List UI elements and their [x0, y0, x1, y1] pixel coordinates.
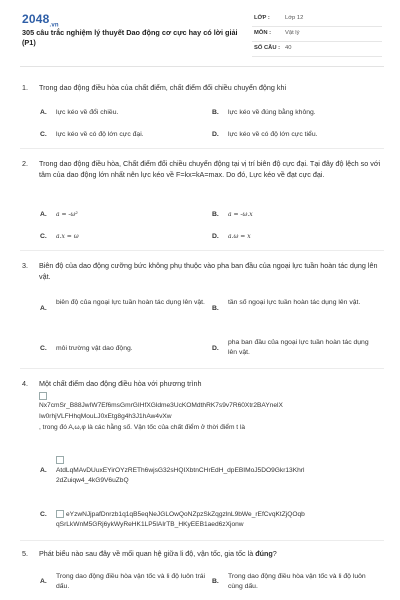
- option-letter: B.: [212, 578, 219, 585]
- option-letter: B.: [212, 305, 219, 312]
- meta-key: LỚP :: [254, 15, 270, 21]
- meta-table: [252, 12, 382, 57]
- option-letter: C.: [40, 345, 47, 352]
- option-text: lực kéo về đúng bằng không.: [228, 109, 316, 116]
- image-alt-text: [56, 510, 386, 520]
- option-text: lực kéo về đổi chiều.: [56, 109, 119, 116]
- question-separator: [20, 148, 384, 149]
- option-letter: C.: [40, 511, 47, 518]
- question-separator: [20, 368, 384, 369]
- image-alt-text: Nx7cmSr_B88JwIW7Ef6msGmrGIHfXGldme3UcKOMdthRK7s9v7R60Xtr2BAYnelX: [39, 402, 283, 409]
- option-text: tần số ngoại lực tuần hoàn tác dụng lên vật.: [228, 299, 361, 306]
- option-text: biên độ của ngoại lực tuần hoàn tác dụng lên vật.: [56, 299, 205, 306]
- question-stem: Trong dao động điều hòa của chất điểm, chất điểm đổi chiều chuyển động khi: [39, 83, 287, 92]
- option-text: môi trường vật dao động.: [56, 345, 133, 352]
- logo-text: 2048: [22, 12, 50, 26]
- image-alt-text: AtdLqMAvDUuxEYirOYzRETh6wjsG32sHQIXbtnCHrEdH_dpEBIMoJ5DO9Gkr13Khrl: [56, 467, 305, 474]
- image-alt-text: 2dZuiqw4_4kG9V6uZbQ: [56, 477, 129, 484]
- stem-emphasis: đúng: [255, 549, 273, 558]
- image-alt-text: qSrLkWnM5GRj6ykWyReHK1LP5lAIrTB_HKyEEB1aed6zXjonw: [56, 521, 244, 528]
- meta-value: Lớp 12: [285, 15, 304, 21]
- question-stem-continued: , trong đó A,ω,φ là các hằng số. Vận tốc của chất điểm ở thời điểm t là: [39, 424, 246, 431]
- document-title: 305 câu trắc nghiệm lý thuyết Dao động cơ cực hay có lời giải (P1): [22, 28, 238, 47]
- option-letter: D.: [212, 233, 219, 240]
- broken-image-icon: [56, 456, 64, 464]
- option-letter: A.: [40, 578, 47, 585]
- header-divider: [20, 66, 384, 67]
- question-separator: [20, 250, 384, 251]
- question-number: 2.: [22, 159, 28, 168]
- meta-value: Vật lý: [285, 30, 300, 36]
- option-letter: A.: [40, 109, 47, 116]
- option-letter: C.: [40, 131, 47, 138]
- question-number: 4.: [22, 379, 28, 388]
- option-letter: C.: [40, 233, 47, 240]
- question-separator: [20, 540, 384, 541]
- page-header: [0, 0, 400, 62]
- option-image: [56, 510, 386, 530]
- broken-image-icon: [39, 392, 47, 400]
- meta-row-count: [252, 42, 382, 57]
- image-alt-text-line: eYzwNJjpafDnrzb1q1qB5eqNeJGLOwQoNZpzSkZqgzlnL9bWe_rEfCvqKtZjQOqb: [66, 511, 305, 518]
- question-stem: Trong dao động điều hòa, Chất điểm đổi chiều chuyển động tại vị trí biên độ cực đại. Tại đây độ lệch so với tâm của dao động lớn nhất nên lực kéo về F=kx=kA=max. Do đó, Lực kéo về đạt cực đại.: [39, 159, 381, 179]
- option-formula: a.x = ω: [56, 233, 79, 240]
- question-number: 3.: [22, 261, 28, 270]
- question-stem: [39, 548, 384, 559]
- meta-key: SỐ CÂU :: [254, 45, 281, 51]
- broken-image-icon: [56, 510, 64, 518]
- option-letter: D.: [212, 345, 219, 352]
- option-letter: B.: [212, 109, 219, 116]
- option-text: lực kéo về có độ lớn cực đại.: [56, 131, 144, 138]
- logo-suffix: .vn: [49, 22, 59, 29]
- site-logo[interactable]: [22, 12, 59, 28]
- option-letter: A.: [40, 211, 47, 218]
- meta-row-grade: [252, 12, 382, 27]
- option-text: Trong dao động điều hòa vận tốc và li độ luôn trái dấu.: [56, 573, 206, 590]
- meta-value: 40: [285, 45, 292, 51]
- option-formula: a = -ω.x: [228, 211, 253, 218]
- question-number: 1.: [22, 83, 28, 92]
- option-letter: A.: [40, 305, 47, 312]
- option-text: pha ban đầu của ngoại lực tuần hoàn tác dụng lên vật.: [228, 339, 369, 356]
- question-stem: Một chất điểm dao động điều hòa với phương trình: [39, 379, 202, 388]
- option-formula: a = -ω²: [56, 211, 78, 218]
- option-letter: D.: [212, 131, 219, 138]
- meta-row-subject: [252, 27, 382, 42]
- question-number: 5.: [22, 549, 28, 558]
- question-stem: Biên độ của dao động cưỡng bức không phụ thuộc vào pha ban đầu của ngoại lực tuần hoàn tác dụng lên vật.: [39, 261, 378, 281]
- stem-text: Phát biểu nào sau đây về mối quan hệ giữa li độ, vận tốc, gia tốc là: [39, 549, 256, 558]
- equation-image-alt: [39, 400, 384, 433]
- option-image: [56, 456, 386, 486]
- image-alt-text: Iw0rhjVLFHhqMouLJ0xEtg8g4h3J1hAw4vXw: [39, 413, 172, 420]
- option-formula: a.ω = x: [228, 233, 251, 240]
- option-text: lực kéo về có độ lớn cực tiểu.: [228, 131, 318, 138]
- option-text: Trong dao động điều hòa vận tốc và li độ luôn cùng dấu.: [228, 573, 366, 590]
- stem-end: ?: [272, 549, 277, 558]
- option-letter: A.: [40, 467, 47, 474]
- meta-key: MÔN :: [254, 30, 272, 36]
- option-letter: B.: [212, 211, 219, 218]
